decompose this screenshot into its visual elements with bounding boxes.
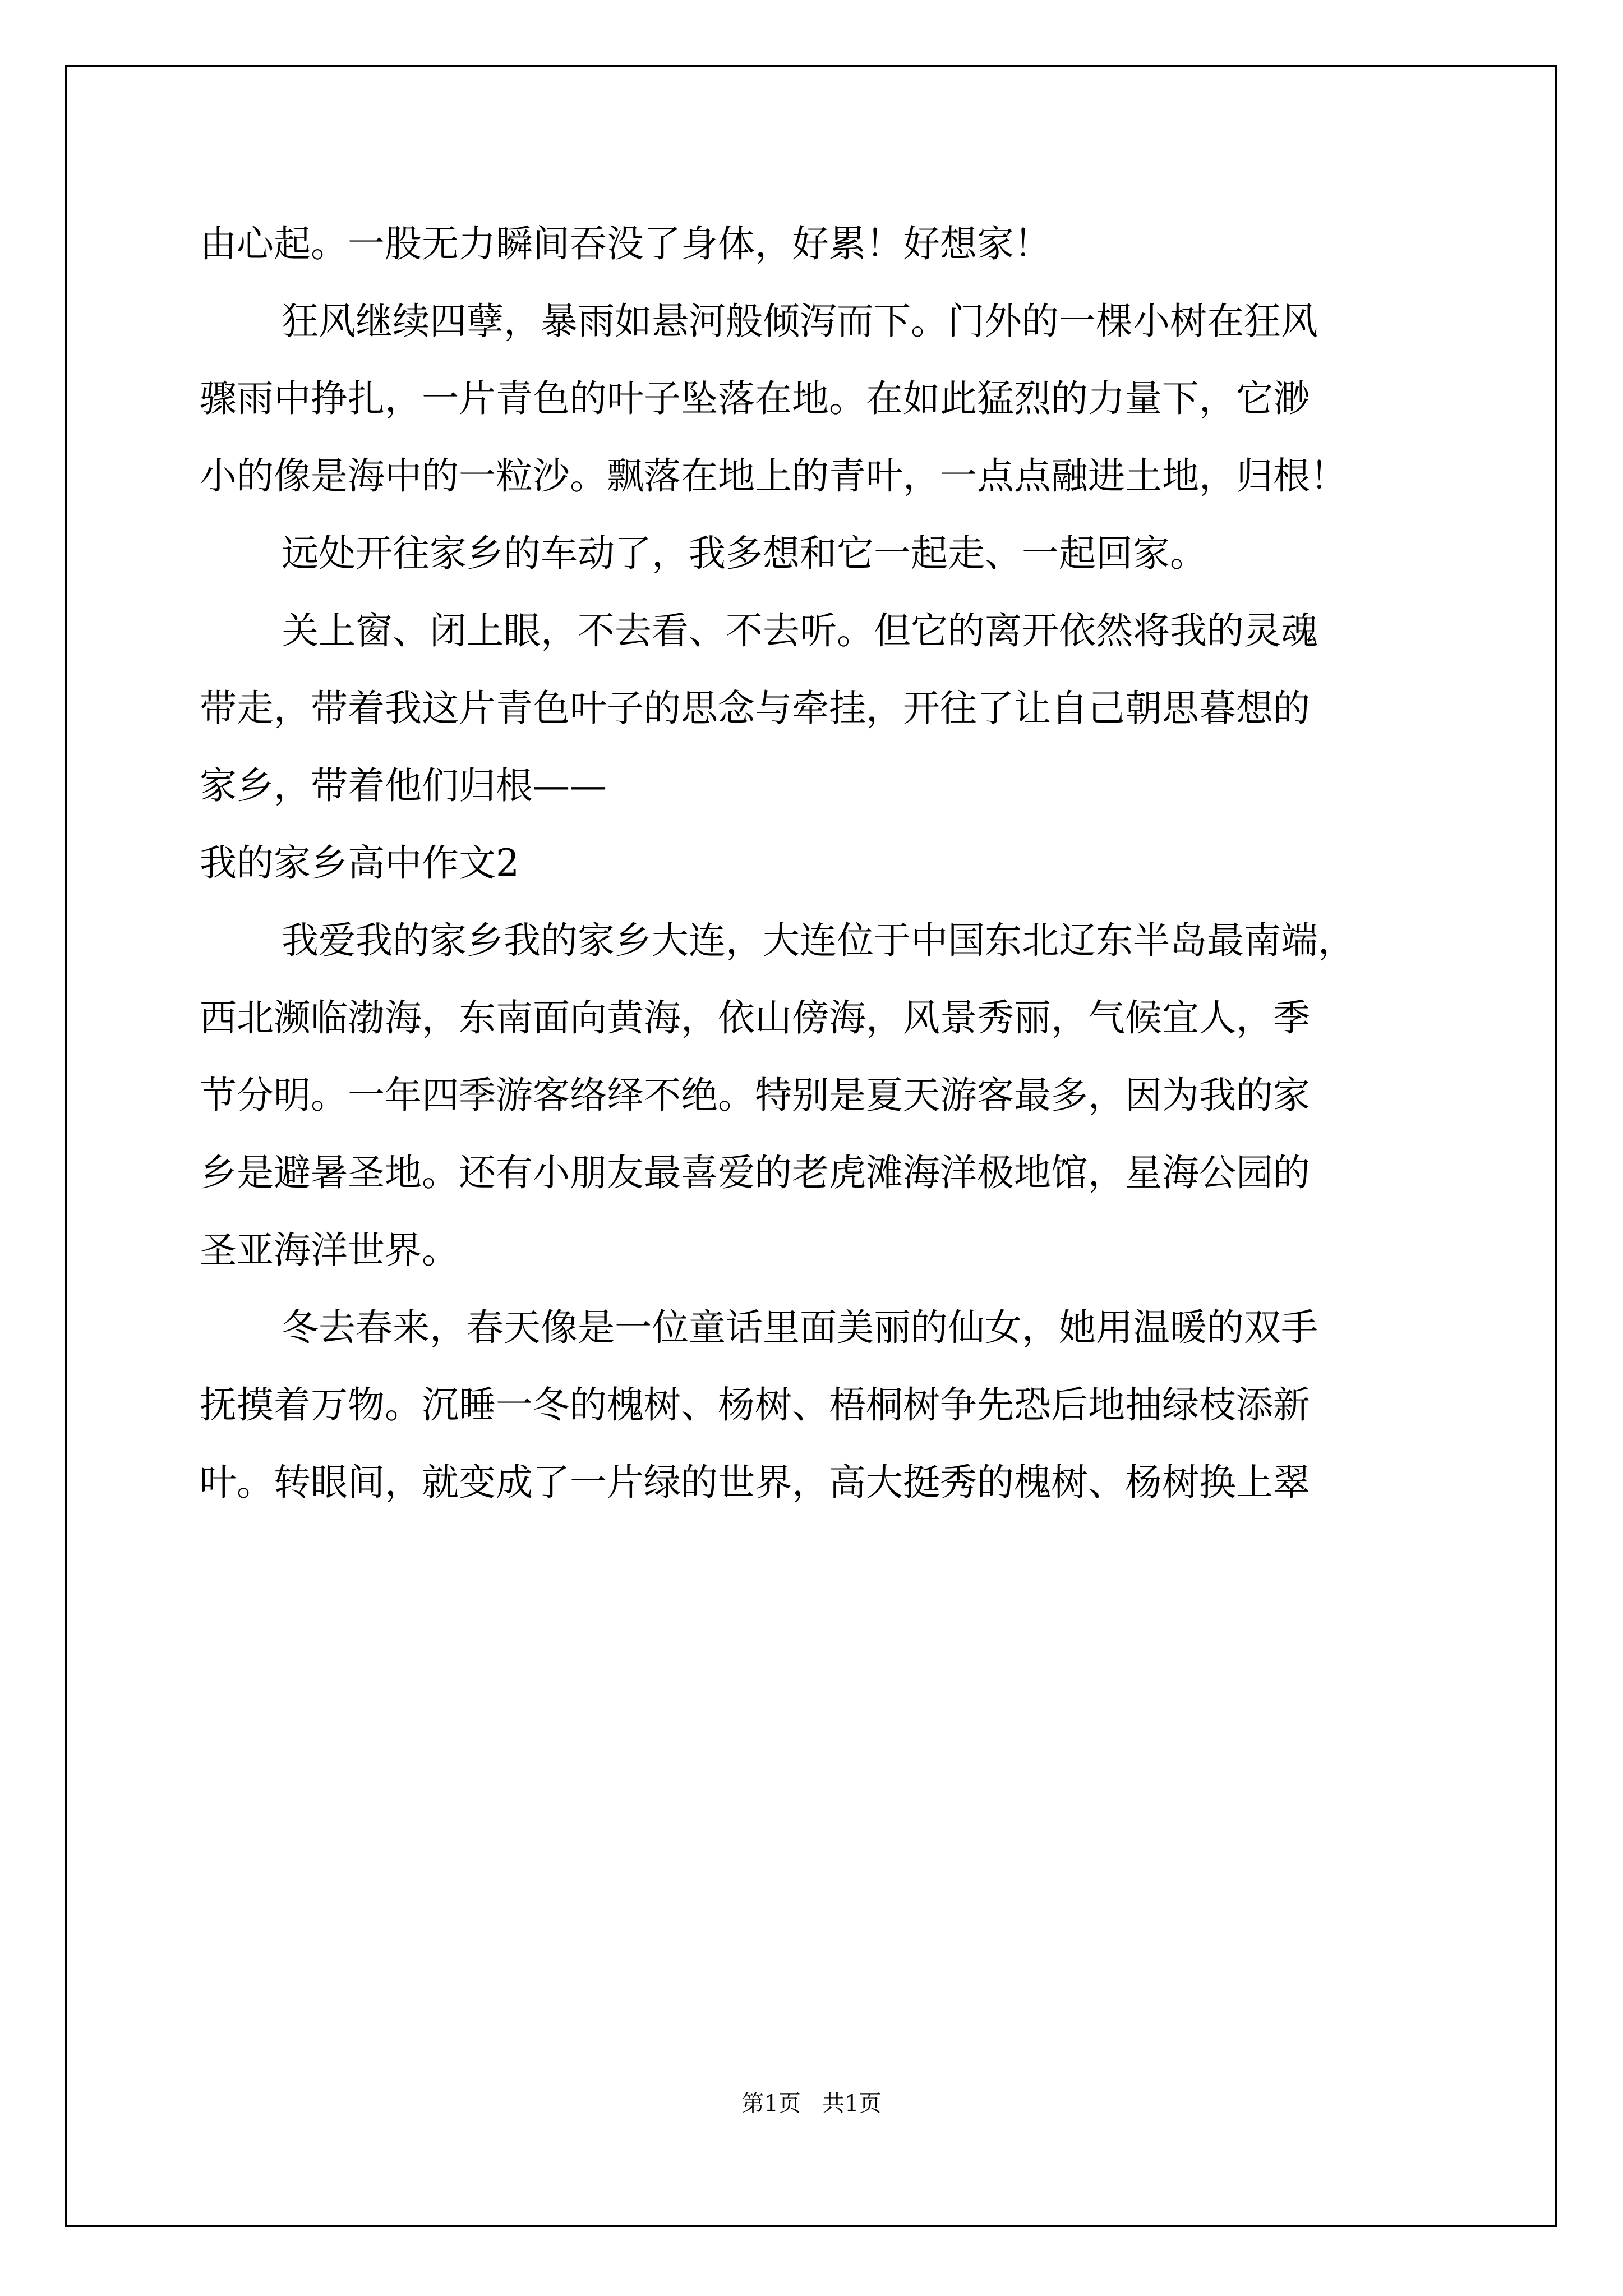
paragraph-line: 小的像是海中的一粒沙。飘落在地上的青叶，一点点融进土地，归根！ <box>200 454 1347 498</box>
paragraph-line: 骤雨中挣扎，一片青色的叶子坠落在地。在如此猛烈的力量下，它渺 <box>200 377 1310 420</box>
paragraph-line: 远处开往家乡的车动了，我多想和它一起走、一起回家。 <box>282 532 1207 575</box>
paragraph-line: 圣亚海洋世界。 <box>200 1228 459 1272</box>
paragraph-line: 乡是避暑圣地。还有小朋友最喜爱的老虎滩海洋极地馆，星海公园的 <box>200 1151 1310 1194</box>
paragraph-line: 冬去春来，春天像是一位童话里面美丽的仙女，她用温暖的双手 <box>282 1306 1318 1349</box>
paragraph-line: 西北濒临渤海，东南面向黄海，依山傍海，风景秀丽，气候宜人，季 <box>200 996 1310 1039</box>
document-body <box>200 205 1456 1521</box>
paragraph-line: 带走，带着我这片青色叶子的思念与牵挂，开往了让自己朝思暮想的 <box>200 687 1310 730</box>
paragraph-line: 狂风继续四孽，暴雨如悬河般倾泻而下。门外的一棵小树在狂风 <box>282 300 1318 343</box>
paragraph-line: 关上窗、闭上眼，不去看、不去听。但它的离开依然将我的灵魂 <box>282 609 1318 652</box>
paragraph-line: 我爱我的家乡我的家乡大连，大连位于中国东北辽东半岛最南端， <box>282 919 1355 962</box>
paragraph-line: 由心起。一股无力瞬间吞没了身体，好累！好想家！ <box>200 222 1051 265</box>
page-number-footer: 第1页 共1页 <box>741 2091 882 2116</box>
paragraph-line: 节分明。一年四季游客络绎不绝。特别是夏天游客最多，因为我的家 <box>200 1074 1310 1117</box>
paragraph-line: 叶。转眼间，就变成了一片绿的世界，高大挺秀的槐树、杨树换上翠 <box>200 1461 1310 1504</box>
paragraph-line: 抚摸着万物。沉睡一冬的槐树、杨树、梧桐树争先恐后地抽绿枝添新 <box>200 1383 1310 1427</box>
paragraph-line: 家乡，带着他们归根—— <box>200 764 607 807</box>
section-heading: 我的家乡高中作文2 <box>200 841 519 885</box>
